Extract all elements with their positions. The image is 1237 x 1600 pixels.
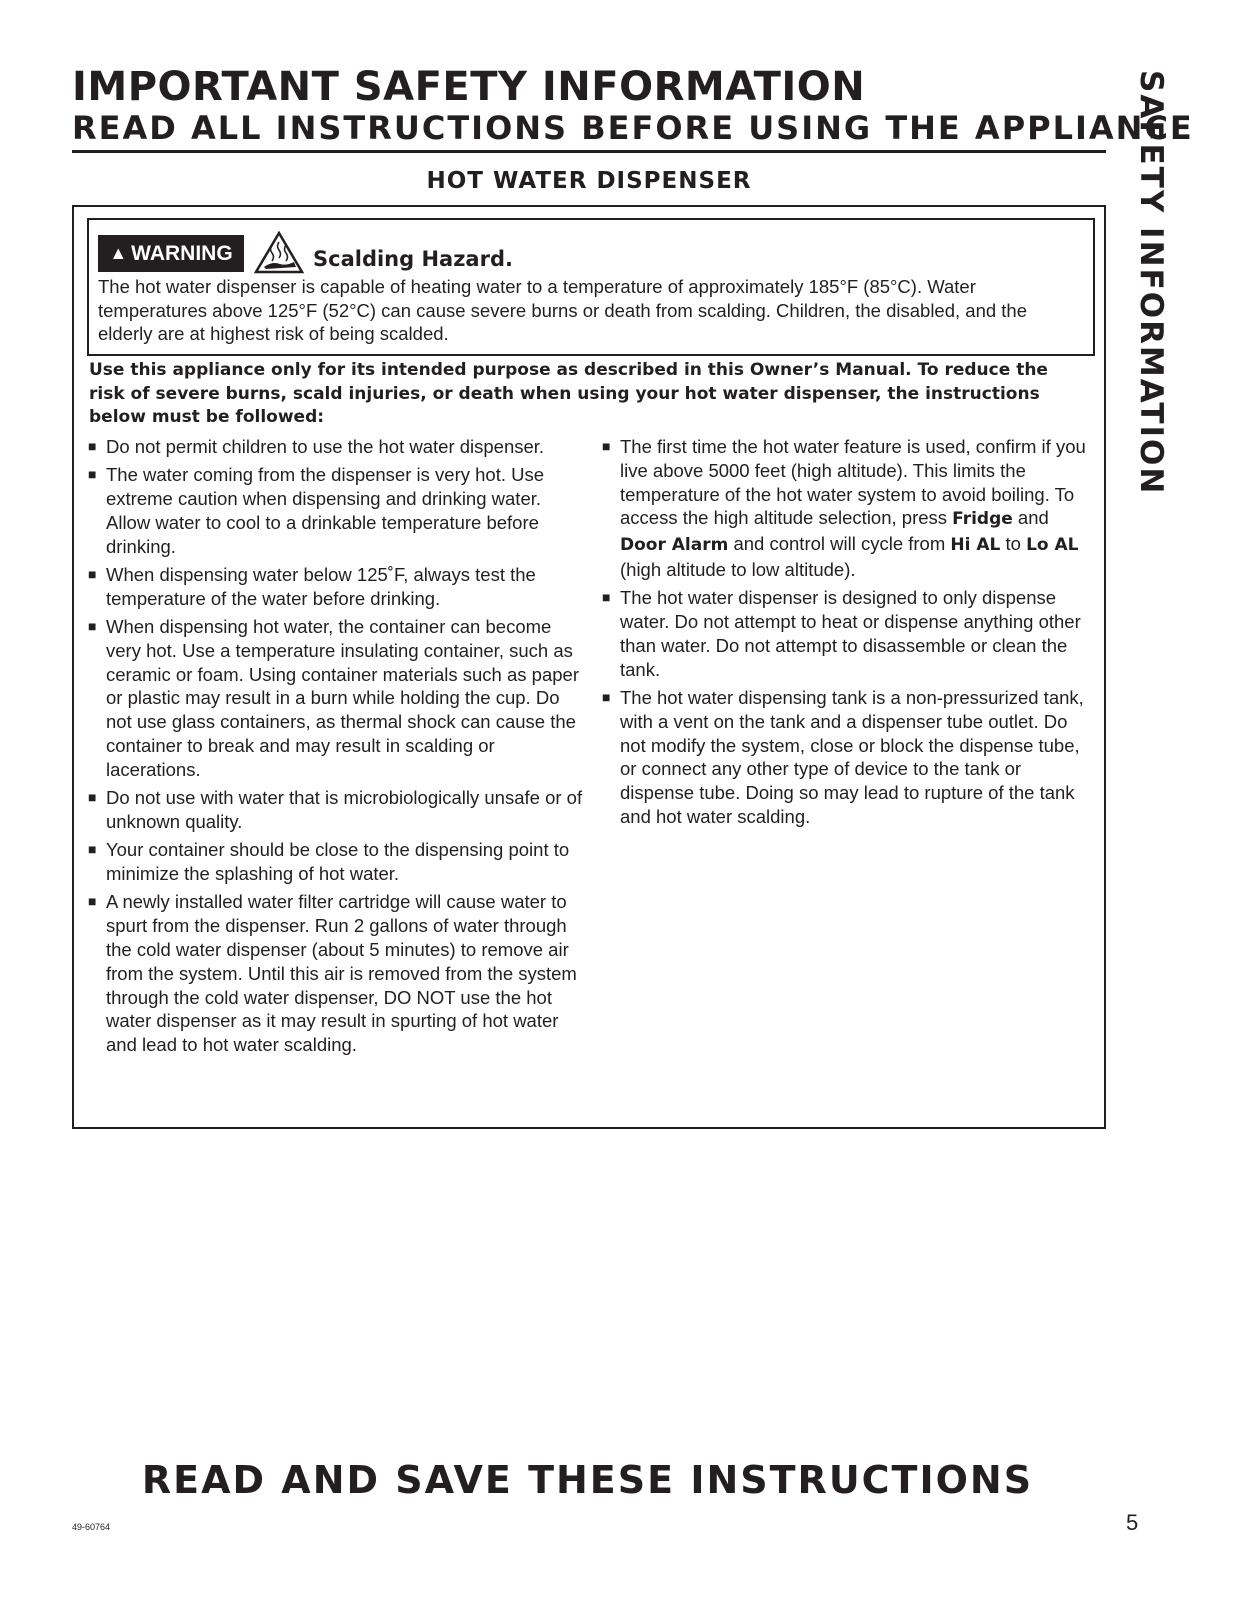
list-item	[88, 435, 583, 459]
list-item	[602, 686, 1098, 829]
list-item	[88, 615, 583, 782]
list-item	[88, 563, 583, 611]
altitude-text-3: and control will cycle from	[728, 533, 951, 555]
section-title: HOT WATER DISPENSER	[426, 168, 752, 194]
list-item-text: The hot water dispensing tank is a non-pressurized tank, with a vent on the tank and a dispenser tube outlet. Do not modify the system, close or block the dispense tube, or connect any other type of device to the tank or dispense tube. Doing so may lead to rupture of the tank and hot water scalding.	[620, 686, 1084, 827]
bullet-icon: ■	[88, 789, 97, 806]
list-item	[602, 435, 1098, 582]
bullet-icon: ■	[88, 893, 97, 910]
list-item	[602, 586, 1098, 681]
bullet-icon: ■	[602, 438, 611, 454]
lo-al-setting: Lo AL	[1026, 535, 1079, 556]
bullet-icon: ■	[602, 589, 611, 606]
altitude-text-2: and	[1012, 507, 1049, 529]
warning-badge-label: WARNING	[131, 241, 233, 265]
door-alarm-button-label: Door Alarm	[620, 535, 729, 556]
list-item-text: A newly installed water filter cartridge will cause water to spurt from the dispenser. Run 2 gallons of water through the cold water dispenser (about 5 minutes) to remove air from the system. Until this air is removed from the system through the cold water dispenser, DO NOT use the hot water dispenser as it may result in spurting of hot water and lead to hot water scalding.	[106, 891, 577, 1056]
altitude-text-1: The first time the hot water feature is used, confirm if you live above 5000 feet (high altitude). This limits the temperature of the hot water system to avoid boiling. To access the high altitude selection, press	[620, 436, 1086, 529]
left-instruction-list	[88, 435, 583, 1061]
altitude-text-5: (high altitude to low altitude).	[620, 558, 856, 580]
list-item	[88, 786, 583, 834]
list-item	[88, 463, 583, 558]
list-item-text: The water coming from the dispenser is very hot. Use extreme caution when dispensing and drinking water. Allow water to cool to a drinkable temperature before drinking.	[106, 464, 545, 557]
footer-title: READ AND SAVE THESE INSTRUCTIONS	[141, 1458, 1034, 1502]
intro-paragraph: Use this appliance only for its intended purpose as described in this Owner’s Manual. To reduce the risk of severe burns, scald injuries, or death when using your hot water dispenser, the instructions below must be followed:	[89, 360, 1048, 427]
fridge-button-label: Fridge	[952, 509, 1013, 530]
document-number: 49-60764	[72, 1522, 111, 1532]
list-item	[88, 890, 583, 1057]
list-item-text: Do not use with water that is microbiologically unsafe or of unknown quality.	[106, 787, 583, 832]
warning-text: The hot water dispenser is capable of heating water to a temperature of approximately 185°F (85°C). Water temperatures above 125°F (52°C) can cause severe burns or death from scalding. Children, the disabled, and the elderly are at highest risk of being scalded.	[98, 276, 1028, 344]
list-item-text: Do not permit children to use the hot water dispenser.	[106, 436, 545, 457]
hazard-title: Scalding Hazard.	[313, 247, 513, 271]
bullet-icon: ■	[88, 618, 97, 635]
side-tab-label: SAFETY INFORMATION	[1133, 70, 1169, 496]
bullet-icon: ■	[88, 438, 97, 454]
bullet-icon: ■	[88, 841, 97, 858]
title-rule	[72, 150, 1106, 153]
bullet-icon: ■	[602, 688, 611, 705]
page-title: IMPORTANT SAFETY INFORMATION	[72, 64, 866, 110]
list-item-text: Your container should be close to the dispensing point to minimize the splashing of hot water.	[106, 839, 570, 885]
bullet-icon: ■	[88, 466, 97, 483]
list-item-text: When dispensing water below 125˚F, always test the temperature of the water before drinking.	[106, 563, 536, 609]
bullet-icon: ■	[88, 565, 97, 582]
right-instruction-list	[602, 435, 1098, 833]
altitude-text-4: to	[1000, 533, 1027, 555]
list-item-text: When dispensing hot water, the container can become very hot. Use a temperature insulating container, such as ceramic or foam. Using container materials such as paper or plastic may result in a burn while holding the cup. Do not use glass containers, as thermal shock can cause the container to break and may result in scalding or lacerations.	[106, 616, 579, 780]
list-item-text: The hot water dispenser is designed to only dispense water. Do not attempt to heat or dispense anything other than water. Do not attempt to disassemble or clean the tank.	[620, 587, 1081, 680]
page-number: 5	[1126, 1510, 1139, 1535]
list-item	[88, 838, 583, 886]
alert-triangle-icon: ▲	[109, 243, 128, 263]
page-subtitle: READ ALL INSTRUCTIONS BEFORE USING THE APPLIANCE	[72, 109, 1194, 147]
scalding-hazard-icon	[254, 231, 304, 275]
warning-badge	[98, 235, 244, 272]
hi-al-setting: Hi AL	[950, 535, 1001, 556]
